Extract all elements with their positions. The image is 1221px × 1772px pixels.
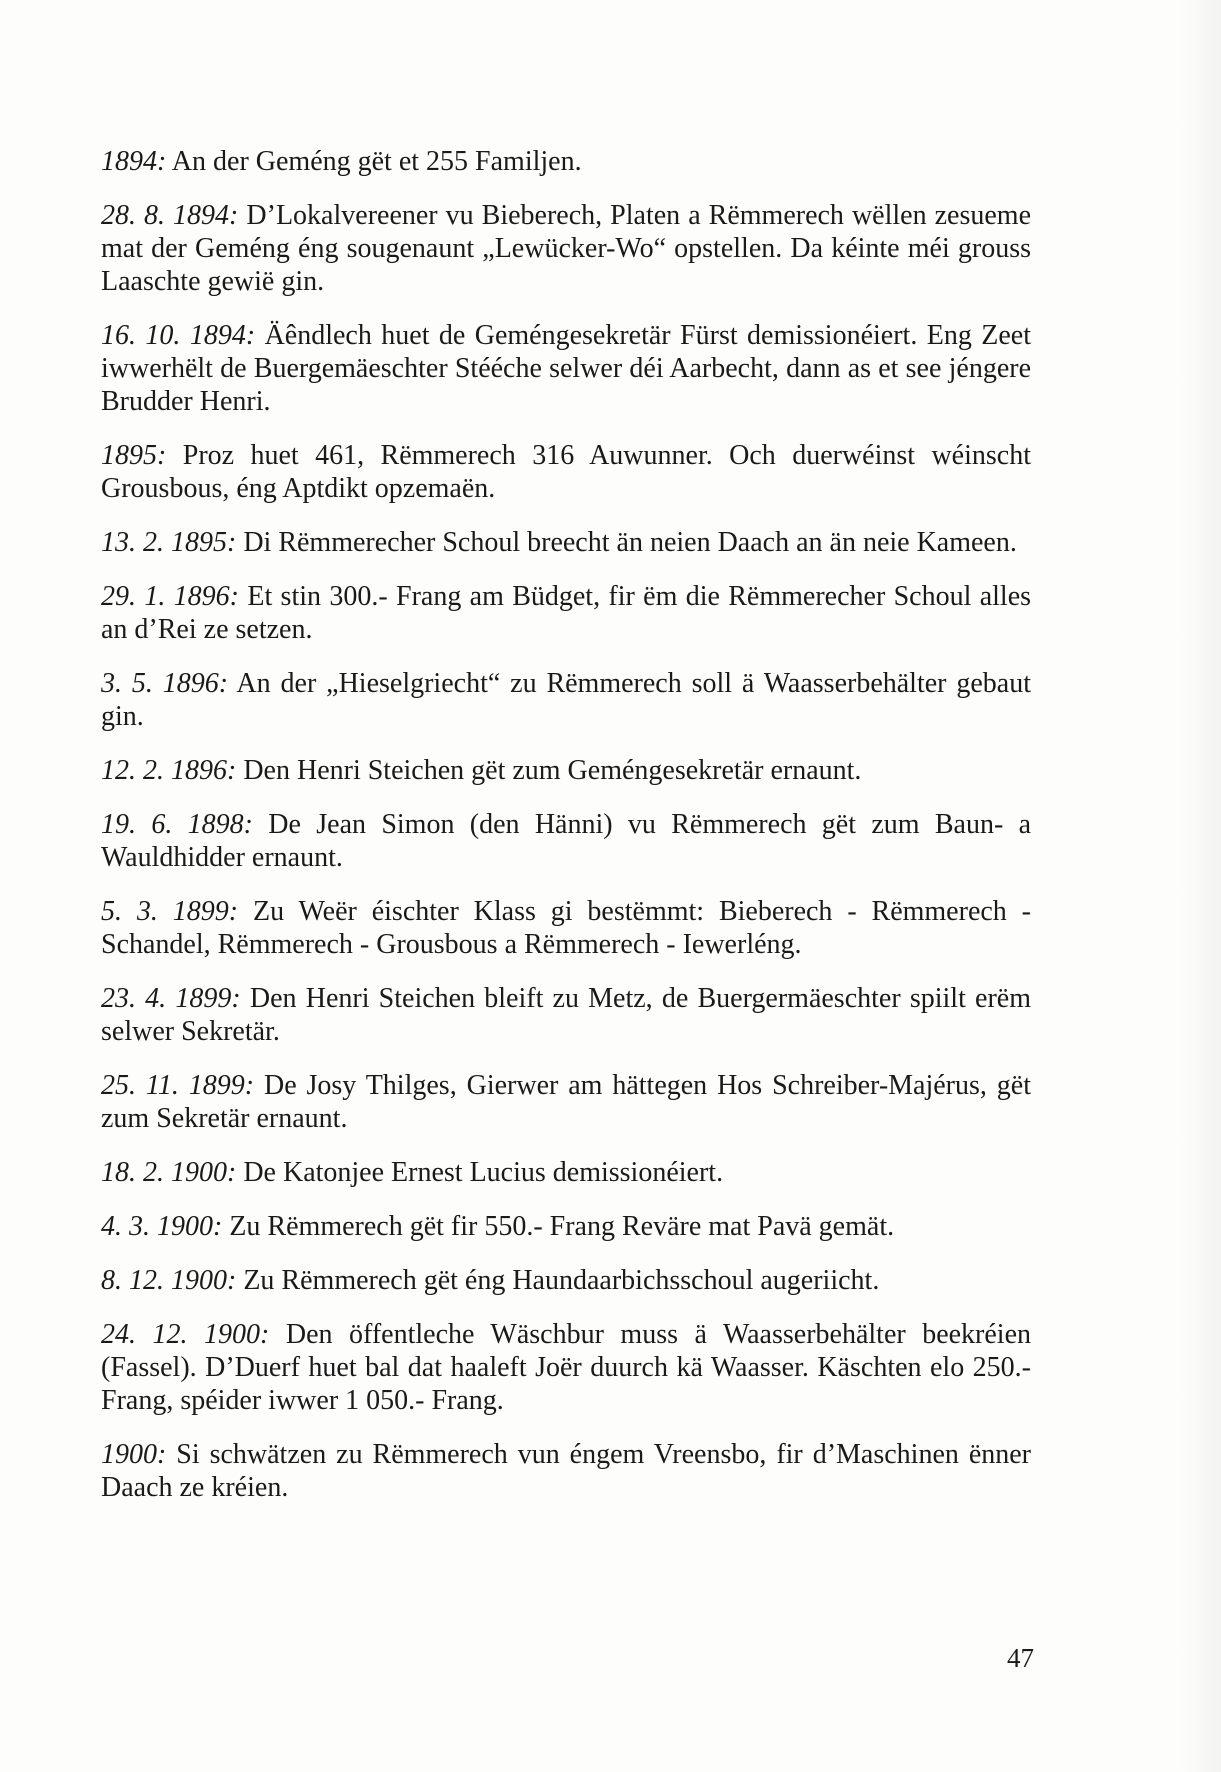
entry-text: De Jean Simon (den Hänni) vu Rëmmerech gët zum Baun- a Wauldhidder ernaunt.	[101, 809, 1032, 873]
entry-date: 25. 11. 1899:	[101, 1070, 255, 1101]
entry-4-3-1900	[101, 1210, 1031, 1243]
entry-date: 1895:	[101, 440, 167, 471]
entry-text: Den öffentleche Wäschbur muss ä Waasserbehälter beekréien (Fassel). D’Duerf huet bal dat haaleft Joër duurch kä Waasser. Käschten elo 250.- Frang, spéider iwwer 1 050.- Frang.	[101, 1319, 1032, 1416]
entry-8-12-1900	[101, 1264, 1031, 1297]
entry-date: 4. 3. 1900:	[101, 1211, 223, 1242]
entry-1895	[101, 439, 1031, 505]
entry-23-4-1899	[101, 982, 1031, 1048]
entry-5-3-1899	[101, 895, 1031, 961]
chronicle-text	[101, 145, 1031, 1525]
entry-text: An der Geméng gët et 255 Familjen.	[171, 146, 582, 177]
entry-text: Proz huet 461, Rëmmerech 316 Auwunner. Och duerwéinst wéinscht Grousbous, éng Aptdikt opzemaën.	[101, 440, 1031, 504]
entry-1894	[101, 145, 1031, 178]
entry-1900	[101, 1438, 1031, 1504]
entry-date: 1894:	[101, 146, 167, 177]
page-number: 47	[1007, 1643, 1034, 1673]
entry-date: 5. 3. 1899:	[101, 896, 239, 927]
entry-date: 19. 6. 1898:	[101, 809, 253, 840]
entry-text: Si schwätzen zu Rëmmerech vun éngem Vreensbo, fir d’Maschinen ënner Daach ze kréien.	[101, 1439, 1032, 1503]
entry-28-8-1894	[101, 199, 1031, 298]
entry-29-1-1896	[101, 580, 1031, 646]
entry-12-2-1896	[101, 754, 1031, 787]
entry-text: Zu Weër éischter Klass gi bestëmmt: Bieberech - Rëmmerech - Schandel, Rëmmerech - Grousbous a Rëmmerech - Iewerléng.	[101, 896, 1031, 960]
entry-date: 28. 8. 1894:	[101, 200, 239, 231]
entry-text: D’Lokalvereener vu Bieberech, Platen a Rëmmerech wëllen zesueme mat der Geméng éng sougenaunt „Lewücker-Wo“ opstellen. Da kéinte méi grouss Laaschte gewië gin.	[101, 200, 1031, 297]
entry-date: 12. 2. 1896:	[101, 755, 237, 786]
entry-text: Äêndlech huet de Geméngesekretär Fürst demissionéiert. Eng Zeet iwwerhëlt de Buergemäeschter Stééche selwer déi Aarbecht, dann as et see jéngere Brudder Henri.	[101, 320, 1031, 417]
entry-date: 8. 12. 1900:	[101, 1265, 237, 1296]
entry-text: De Katonjee Ernest Lucius demissionéiert.	[243, 1157, 724, 1188]
entry-date: 18. 2. 1900:	[101, 1157, 237, 1188]
entry-text: Den Henri Steichen gët zum Geméngesekretär ernaunt.	[243, 755, 862, 786]
entry-19-6-1898	[101, 808, 1031, 874]
entry-18-2-1900	[101, 1156, 1031, 1189]
entry-text: Di Rëmmerecher Schoul breecht än neien Daach an än neie Kameen.	[243, 527, 1017, 558]
entry-24-12-1900	[101, 1318, 1031, 1417]
entry-date: 29. 1. 1896:	[101, 581, 239, 612]
entry-text: Et stin 300.- Frang am Büdget, fir ëm die Rëmmerecher Schoul alles an d’Rei ze setzen.	[101, 581, 1032, 645]
entry-date: 3. 5. 1896:	[101, 668, 229, 699]
entry-date: 1900:	[101, 1439, 167, 1470]
entry-13-2-1895	[101, 526, 1031, 559]
entry-text: Zu Rëmmerech gët fir 550.- Frang Reväre mat Pavä gemät.	[229, 1211, 895, 1242]
entry-text: An der „Hieselgriecht“ zu Rëmmerech soll ä Waasserbehälter gebaut gin.	[101, 668, 1031, 732]
entry-date: 16. 10. 1894:	[101, 320, 256, 351]
entry-date: 24. 12. 1900:	[101, 1319, 270, 1350]
entry-25-11-1899	[101, 1069, 1031, 1135]
entry-3-5-1896	[101, 667, 1031, 733]
page-edge	[1181, 0, 1221, 1772]
entry-date: 13. 2. 1895:	[101, 527, 237, 558]
entry-16-10-1894	[101, 319, 1031, 418]
entry-text: Den Henri Steichen bleift zu Metz, de Buergermäeschter spiilt erëm selwer Sekretär.	[101, 983, 1031, 1047]
entry-text: De Josy Thilges, Gierwer am hättegen Hos Schreiber-Majérus, gët zum Sekretär ernaunt.	[101, 1070, 1032, 1134]
entry-text: Zu Rëmmerech gët éng Haundaarbichsschoul augeriicht.	[243, 1265, 880, 1296]
entry-date: 23. 4. 1899:	[101, 983, 241, 1014]
